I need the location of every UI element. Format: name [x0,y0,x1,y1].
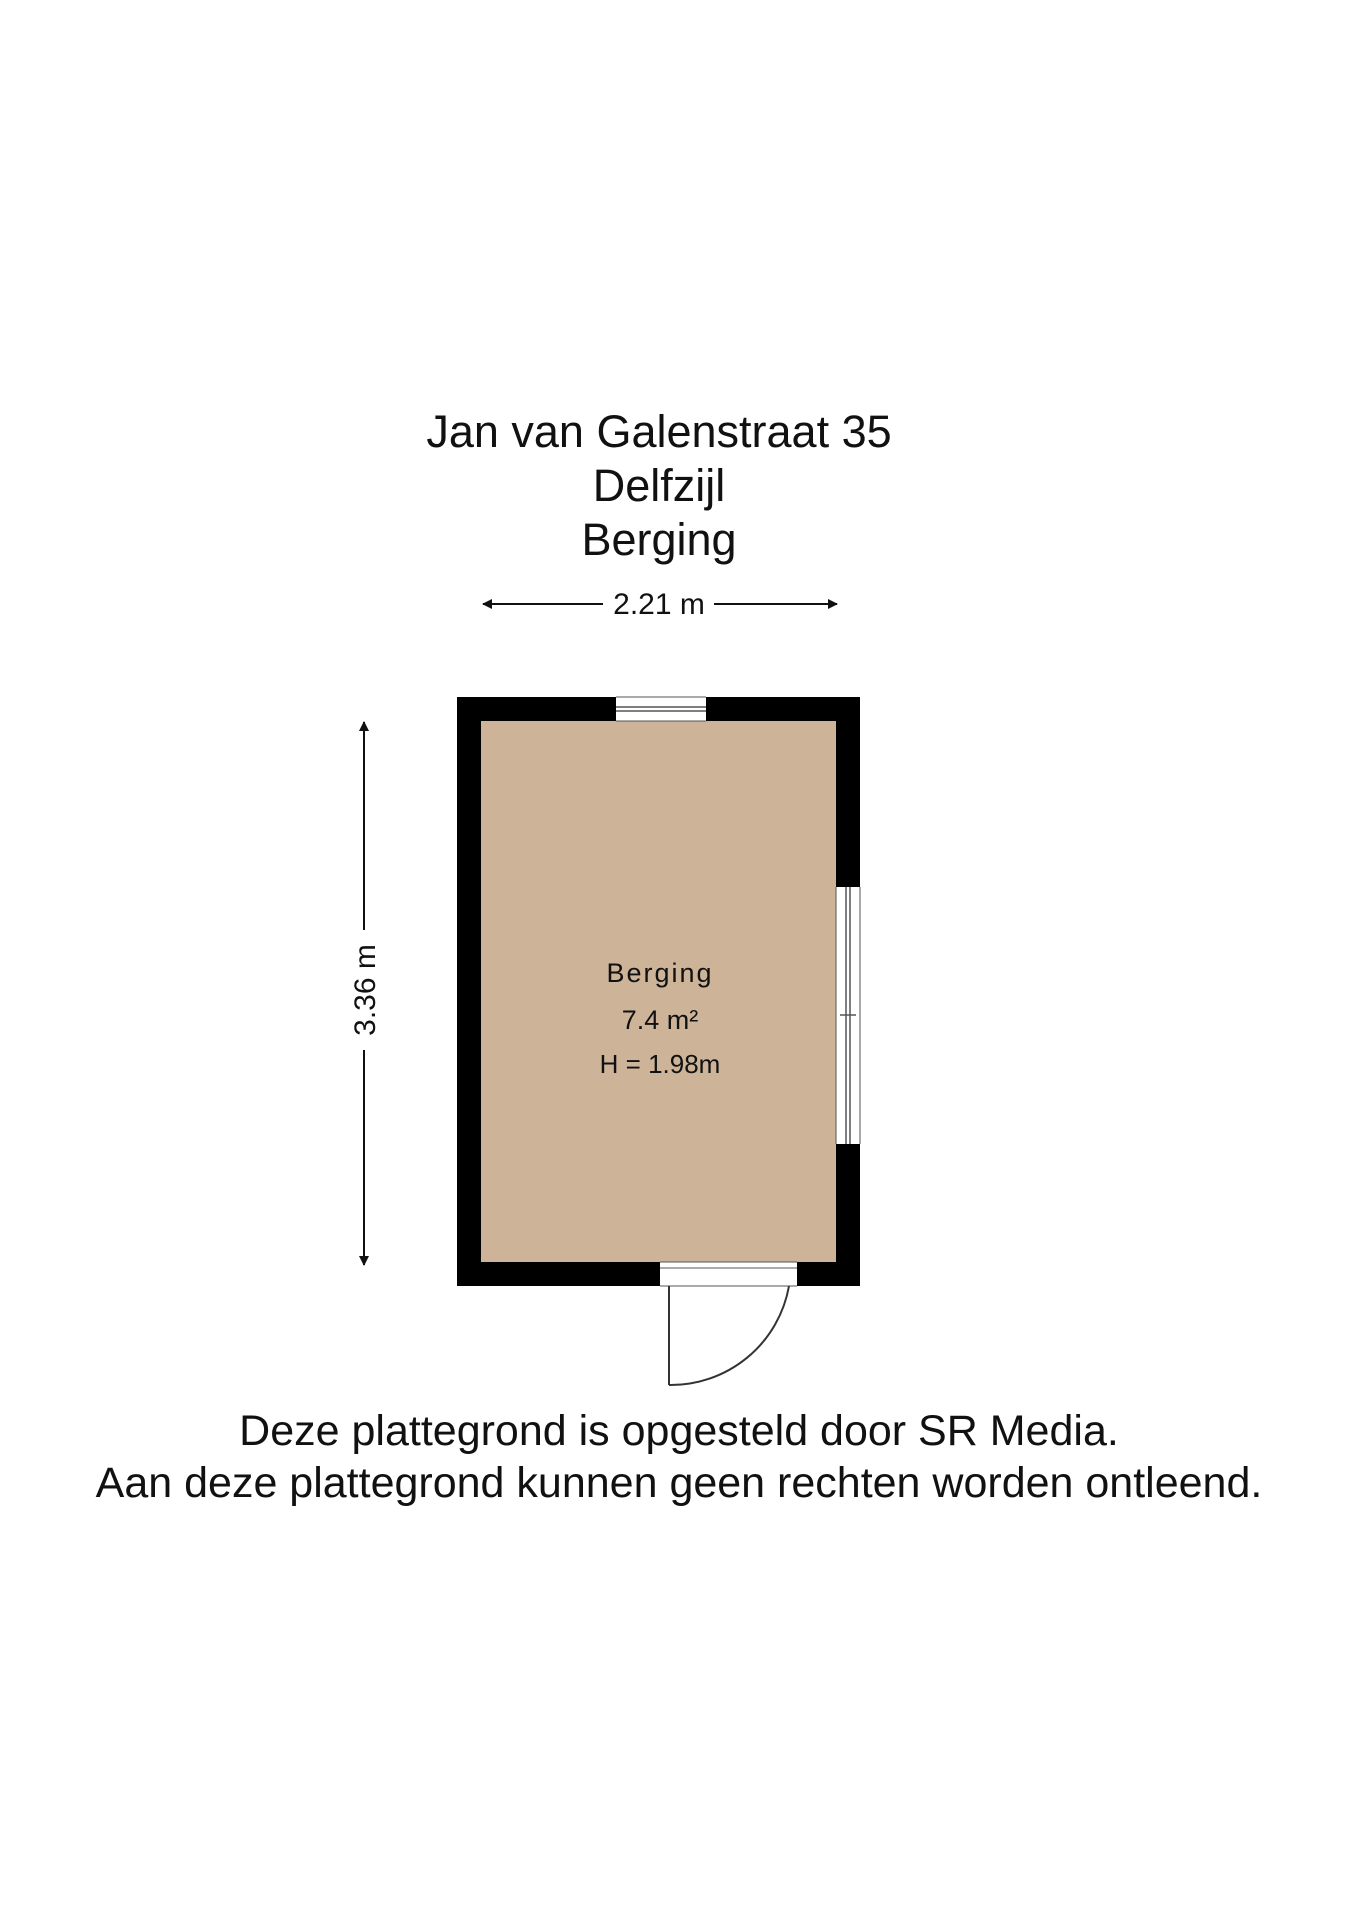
door-swing-arc [669,1286,789,1385]
right-window [836,887,860,1144]
room-floor [481,721,836,1262]
city-title: Delfzijl [592,460,726,511]
door [660,1262,797,1385]
width-dimension [483,588,837,621]
top-window [616,697,706,721]
room-height: H = 1.98m [599,1049,721,1079]
disclaimer-line-2: Aan deze plattegrond kunnen geen rechten worden ontleend. [95,1459,1263,1507]
room-area: 7.4 m² [621,1005,699,1035]
width-dimension-label: 2.21 m [613,588,705,621]
floor-title: Berging [581,514,737,565]
room-name: Berging [606,958,714,988]
length-dimension-label: 3.36 m [349,944,382,1036]
disclaimer-line-1: Deze plattegrond is opgesteld door SR Media. [239,1407,1119,1455]
length-dimension [349,722,382,1265]
address-title: Jan van Galenstraat 35 [426,406,892,457]
disclaimer [0,1405,1358,1509]
